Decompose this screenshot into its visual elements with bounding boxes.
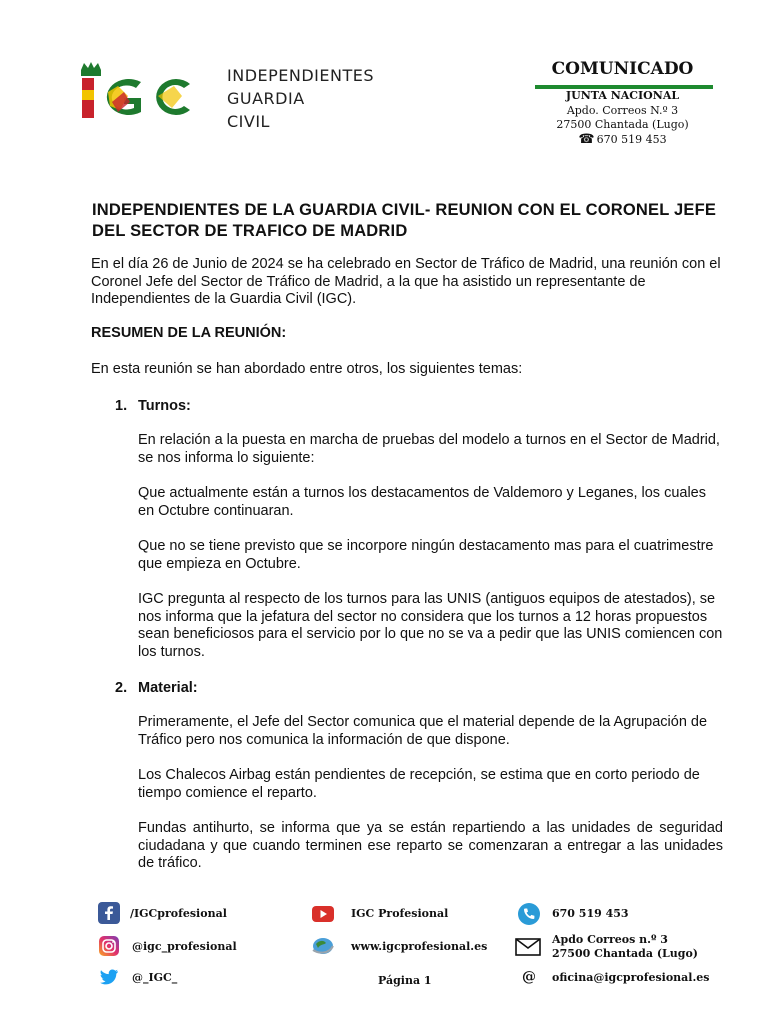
section-1-paragraph: IGC pregunta al respecto de los turnos para las UNIS (antiguos equipos de atestados), se nos informa que la jefatura del sector no considera que los turnos a 12 horas propuestos sean beneficiosos para el servicio por lo que no se va a pedir que las UNIS comiencen con los turnos. xyxy=(138,591,723,660)
section-title-text: Material: xyxy=(138,680,198,696)
igc-logo xyxy=(78,62,194,120)
phone-icon: ☎ xyxy=(578,131,595,147)
address-line-2: 27500 Chantada (Lugo) xyxy=(556,118,689,131)
intro-paragraph: En el día 26 de Junio de 2024 se ha celebrado en Sector de Tráfico de Madrid, una reunión con el Coronel Jefe del Sector de Tráfico de Madrid, a la que ha asistido un representante de Independientes de la Guardia Civil (IGC). xyxy=(91,256,721,307)
address-line-1: Apdo. Correos N.º 3 xyxy=(566,103,679,117)
instagram-handle[interactable]: @igc_profesional xyxy=(132,940,237,953)
facebook-handle[interactable]: /IGCprofesional xyxy=(130,907,227,920)
section-2-paragraph: Primeramente, el Jefe del Sector comunica que el material depende de la Agrupación de Tráfico pero nos comunica la información de que dispone. xyxy=(138,714,708,748)
org-line: INDEPENDIENTES xyxy=(227,66,374,85)
section-number: 1. xyxy=(115,398,128,414)
postal-address xyxy=(552,933,698,961)
page-number: Página 1 xyxy=(378,974,432,987)
postal-line-2: 27500 Chantada (Lugo) xyxy=(552,947,699,960)
header-phone: 670 519 453 xyxy=(596,132,667,146)
org-line: CIVIL xyxy=(227,112,270,131)
comunicado-info xyxy=(535,89,710,147)
twitter-handle[interactable]: @_IGC_ xyxy=(132,971,178,984)
section-1-title xyxy=(115,398,191,416)
section-number: 2. xyxy=(115,680,128,696)
section-1-paragraph: En relación a la puesta en marcha de pruebas del modelo a turnos en el Sector de Madrid, se nos informa lo siguiente: xyxy=(138,432,720,466)
section-2-title xyxy=(115,680,198,698)
temas-intro: En esta reunión se han abordado entre otros, los siguientes temas: xyxy=(91,361,523,377)
postal-line-1: Apdo Correos n.º 3 xyxy=(552,933,668,946)
section-1-paragraph: Que actualmente están a turnos los destacamentos de Valdemoro y Leganes, los cuales en Octubre continuaran. xyxy=(138,485,706,519)
org-line: GUARDIA xyxy=(227,89,305,108)
youtube-icon[interactable] xyxy=(312,906,334,922)
globe-icon[interactable] xyxy=(311,934,335,956)
youtube-channel[interactable]: IGC Profesional xyxy=(351,907,449,920)
phone-icon[interactable] xyxy=(518,903,540,925)
org-name xyxy=(227,64,374,133)
facebook-icon[interactable] xyxy=(98,902,120,924)
mail-icon xyxy=(515,938,541,956)
resumen-heading: RESUMEN DE LA REUNIÓN: xyxy=(91,325,287,341)
document-title: INDEPENDIENTES DE LA GUARDIA CIVIL- REUNION CON EL CORONEL JEFE DEL SECTOR DE TRAFICO DE MADRID xyxy=(92,201,717,240)
instagram-icon[interactable] xyxy=(99,936,119,956)
at-icon: @ xyxy=(522,969,536,985)
section-1-paragraph: Que no se tiene previsto que se incorpore ningún destacamento mas para el cuatrimestre que empieza en Octubre. xyxy=(138,538,714,572)
junta-label: JUNTA NACIONAL xyxy=(565,89,680,102)
section-title-text: Turnos: xyxy=(138,398,191,414)
section-2-paragraph: Los Chalecos Airbag están pendientes de recepción, se estima que en corto periodo de tiempo comience el reparto. xyxy=(138,767,700,801)
website-link[interactable]: www.igcprofesional.es xyxy=(351,940,488,953)
section-2-paragraph: Fundas antihurto, se informa que ya se están repartiendo a las unidades de seguridad ciudadana y que cuando terminen ese reparto se comenzaran a entregar a las unidades de tráfico. xyxy=(138,820,723,871)
email-link[interactable]: oficina@igcprofesional.es xyxy=(552,971,710,984)
comunicado-title: COMUNICADO xyxy=(551,59,694,79)
crown-icon xyxy=(81,62,101,76)
twitter-icon[interactable] xyxy=(99,967,119,987)
footer-phone[interactable]: 670 519 453 xyxy=(552,907,629,920)
